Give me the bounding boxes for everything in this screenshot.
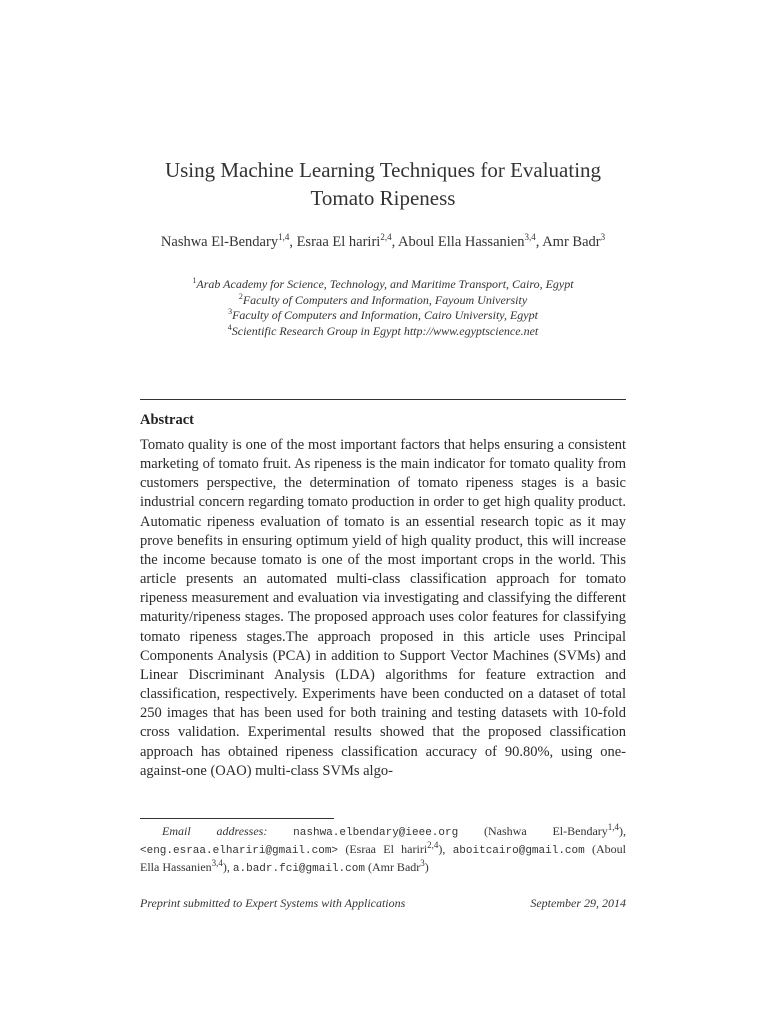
email-owner: Aboul Ella Hassanien xyxy=(140,842,627,874)
email-owner-mark: 2,4 xyxy=(427,840,439,850)
title-line-1: Using Machine Learning Techniques for Evaluating xyxy=(164,158,602,182)
affiliation-text: Faculty of Computers and Information, Cairo University, Egypt xyxy=(232,308,538,322)
title-line-2: Tomato Ripeness xyxy=(310,186,456,210)
author-affiliation-mark: 3 xyxy=(600,232,606,243)
email-owner-mark: 1,4 xyxy=(607,822,620,832)
email-entry: aboitcairo@gmail.com (Aboul Ella Hassanien$^{3,4}$), xyxy=(140,842,627,874)
email-address[interactable]: nashwa.elbendary@ieee.org xyxy=(293,827,459,839)
author xyxy=(542,234,605,250)
author-separator: , xyxy=(289,234,297,250)
email-address[interactable]: <eng.esraa.elhariri@gmail.com> xyxy=(140,845,339,857)
email-owner-mark: 3,4 xyxy=(211,858,223,868)
email-label: Email addresses: xyxy=(162,824,268,838)
affiliation xyxy=(120,277,646,293)
email-address[interactable]: aboitcairo@gmail.com xyxy=(452,845,585,857)
author-affiliation-mark: 1,4 xyxy=(278,232,290,243)
affiliation-mark: 4 xyxy=(227,322,232,332)
email-owner: Nashwa El-Bendary xyxy=(488,824,608,838)
author-name: Amr Badr xyxy=(542,234,601,250)
author xyxy=(161,234,297,250)
affiliation xyxy=(120,308,646,324)
affiliation-text: Arab Academy for Science, Technology, and Maritime Transport, Cairo, Egypt xyxy=(196,277,574,291)
affiliation-mark: 3 xyxy=(228,307,233,316)
affiliation-list xyxy=(120,277,646,339)
author-affiliation-mark: 2,4 xyxy=(380,232,392,243)
paper-title xyxy=(100,156,666,212)
page-footer xyxy=(140,895,626,911)
author xyxy=(398,234,542,250)
email-owner: Esraa El hariri xyxy=(349,842,428,856)
email-entry: <eng.esraa.elhariri@gmail.com> (Esraa El hariri$^{2,4}$), xyxy=(140,840,446,857)
abstract-divider xyxy=(140,399,626,400)
footnote-emails xyxy=(140,823,626,877)
author-separator: , xyxy=(391,234,399,250)
email-address[interactable]: a.badr.fci@gmail.com xyxy=(232,863,365,875)
email-entry: nashwa.elbendary@ieee.org (Nashwa El-Bendary$^{1,4}$), xyxy=(293,822,627,839)
affiliation-text: Scientific Research Group in Egypt http://www.egyptscience.net xyxy=(231,323,539,338)
footnote-divider xyxy=(140,818,334,819)
author-name: Esraa El hariri xyxy=(296,234,381,250)
affiliation-mark: 1 xyxy=(192,276,197,285)
email-entry: a.badr.fci@gmail.com (Amr Badr$^3$) xyxy=(232,858,429,875)
author-list xyxy=(130,233,636,252)
affiliation-mark: 2 xyxy=(238,291,243,301)
affiliation-text: Faculty of Computers and Information, Fayoum University xyxy=(242,292,528,307)
email-owner-mark: 3 xyxy=(420,858,425,868)
affiliation xyxy=(120,324,646,340)
footer-date: September 29, 2014 xyxy=(530,896,626,910)
abstract-body: Tomato quality is one of the most important factors that helps ensuring a consistent marketing of tomato fruit. As ripeness is the main indicator for tomato quality from customers perspective, the determination of tomato ripeness stages is a basic industrial concern regarding tomato production in order to get high quality product. Automatic ripeness evaluation of tomato is an essential research topic as it may prove benefits in ensuring optimum yield of high quality product, this will increase the income because tomato is one of the most important crops in the world. This article presents an automated multi-class classification approach for tomato ripeness measurement and evaluation via investigating and classifying the different maturity/ripeness stages. The proposed approach uses color features for classifying tomato ripeness stages.The approach proposed in this article uses Principal Components Analysis (PCA) in addition to Support Vector Machines (SVMs) and Linear Discriminant Analysis (LDA) algorithms for feature extraction and classification, respectively. Experiments have been conducted on a dataset of total 250 images that has been used for both training and testing datasets with 10-fold cross validation. Experimental results showed that the proposed classification approach has obtained ripeness classification accuracy of 90.80%, using one-against-one (OAO) multi-class SVMs algo- xyxy=(140,437,626,779)
author-name: Nashwa El-Bendary xyxy=(160,234,279,250)
footer-preprint-note: Preprint submitted to Expert Systems with Applications xyxy=(140,896,406,910)
author-name: Aboul Ella Hassanien xyxy=(398,234,525,250)
author-affiliation-mark: 3,4 xyxy=(524,232,536,243)
email-owner: Amr Badr xyxy=(371,860,421,874)
author xyxy=(297,234,398,250)
abstract-heading: Abstract xyxy=(140,412,194,428)
author-separator: , xyxy=(535,234,543,250)
affiliation xyxy=(120,293,646,309)
